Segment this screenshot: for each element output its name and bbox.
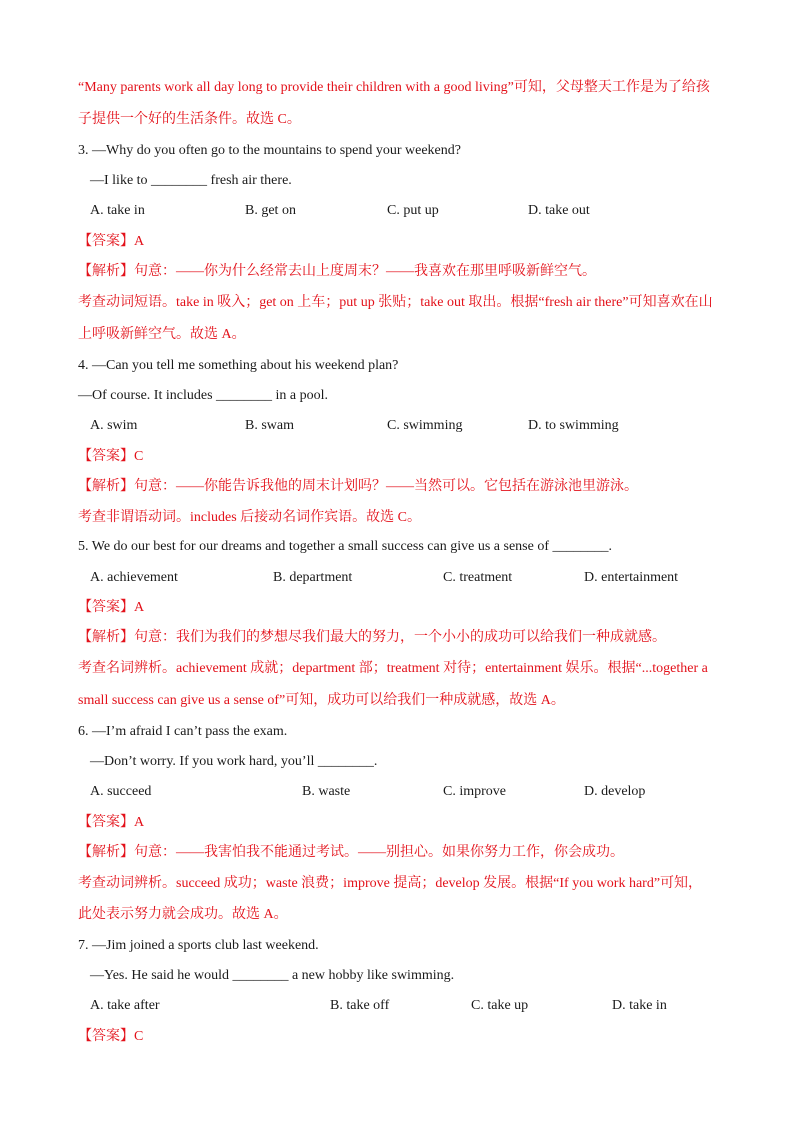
question-stem: 7. —Jim joined a sports club last weekend. xyxy=(78,938,319,953)
option-b: B. waste xyxy=(302,784,351,799)
question-stem: 5. We do our best for our dreams and together a small success can give us a sense of ________. xyxy=(78,539,612,554)
option-c: C. treatment xyxy=(443,570,513,585)
analysis-line: 【解析】句意：——你为什么经常去山上度周末？——我喜欢在那里呼吸新鲜空气。 xyxy=(78,264,596,279)
option-d: D. to swimming xyxy=(528,418,619,433)
answer-line: 【答案】C xyxy=(78,1029,144,1044)
answer-line: 【答案】C xyxy=(78,449,144,464)
question-stem-reply: —I like to ________ fresh air there. xyxy=(90,173,292,188)
option-b: B. get on xyxy=(245,203,296,218)
analysis-line: 【解析】句意：——我害怕我不能通过考试。——别担心。如果你努力工作，你会成功。 xyxy=(78,845,624,860)
option-a: A. succeed xyxy=(90,784,152,799)
option-d: D. develop xyxy=(584,784,646,799)
option-c: C. take up xyxy=(471,998,529,1013)
analysis-line xyxy=(0,75,800,101)
analysis-line: small success can give us a sense of”可知，成功可以给我们一种成就感，故选 A。 xyxy=(78,693,565,708)
analysis-line: 考查动词短语。take in 吸入；get on 上车；put up 张贴；take out 取出。根据“fresh air there”可知喜欢在山 xyxy=(78,295,713,310)
options-row xyxy=(0,565,800,591)
question-stem: 6. —I’m afraid I can’t pass the exam. xyxy=(78,724,288,739)
answer-line: 【答案】A xyxy=(78,815,145,830)
option-c: C. swimming xyxy=(387,418,463,433)
options-row xyxy=(0,413,800,439)
question-stem-reply: —Yes. He said he would ________ a new hobby like swimming. xyxy=(90,968,455,983)
option-a: A. take in xyxy=(90,203,145,218)
analysis-line: 【解析】句意：我们为我们的梦想尽我们最大的努力，一个小小的成功可以给我们一种成就感。 xyxy=(78,630,666,645)
analysis-line: 此处表示努力就会成功。故选 A。 xyxy=(78,907,288,922)
option-d: D. take out xyxy=(528,203,590,218)
option-b: B. swam xyxy=(245,418,294,433)
options-row xyxy=(0,198,800,224)
question-stem-reply: —Don’t worry. If you work hard, you’ll ________. xyxy=(90,754,378,769)
option-c: C. improve xyxy=(443,784,506,799)
analysis-text: 子提供一个好的生活条件。故选 C。 xyxy=(78,112,301,127)
analysis-line: 上呼吸新鲜空气。故选 A。 xyxy=(78,327,246,342)
options-row xyxy=(0,993,800,1019)
analysis-line: 考查动词辨析。succeed 成功；waste 浪费；improve 提高；develop 发展。根据“If you work hard”可知， xyxy=(78,876,703,891)
question-stem-reply: —Of course. It includes ________ in a pool. xyxy=(78,388,329,403)
answer-line: 【答案】A xyxy=(78,234,145,249)
option-a: A. take after xyxy=(90,998,160,1013)
option-b: B. department xyxy=(273,570,353,585)
question-stem: 3. —Why do you often go to the mountains to spend your weekend? xyxy=(78,143,461,158)
question-stem: 4. —Can you tell me something about his weekend plan? xyxy=(78,358,399,373)
options-row xyxy=(0,779,800,805)
analysis-text: “Many parents work all day long to provide their children with a good living”可知，父母整天工作是为了给孩 xyxy=(78,80,710,95)
analysis-line xyxy=(0,107,800,133)
option-b: B. take off xyxy=(330,998,390,1013)
analysis-line: 考查非谓语动词。includes 后接动名词作宾语。故选 C。 xyxy=(78,510,421,525)
analysis-line: 考查名词辨析。achievement 成就；department 部；treatment 对待；entertainment 娱乐。根据“...together a xyxy=(78,661,708,676)
option-a: A. achievement xyxy=(90,570,178,585)
option-d: D. entertainment xyxy=(584,570,679,585)
analysis-line: 【解析】句意：——你能告诉我他的周末计划吗？——当然可以。它包括在游泳池里游泳。 xyxy=(78,479,638,494)
option-c: C. put up xyxy=(387,203,439,218)
option-d: D. take in xyxy=(612,998,667,1013)
answer-line: 【答案】A xyxy=(78,600,145,615)
option-a: A. swim xyxy=(90,418,138,433)
